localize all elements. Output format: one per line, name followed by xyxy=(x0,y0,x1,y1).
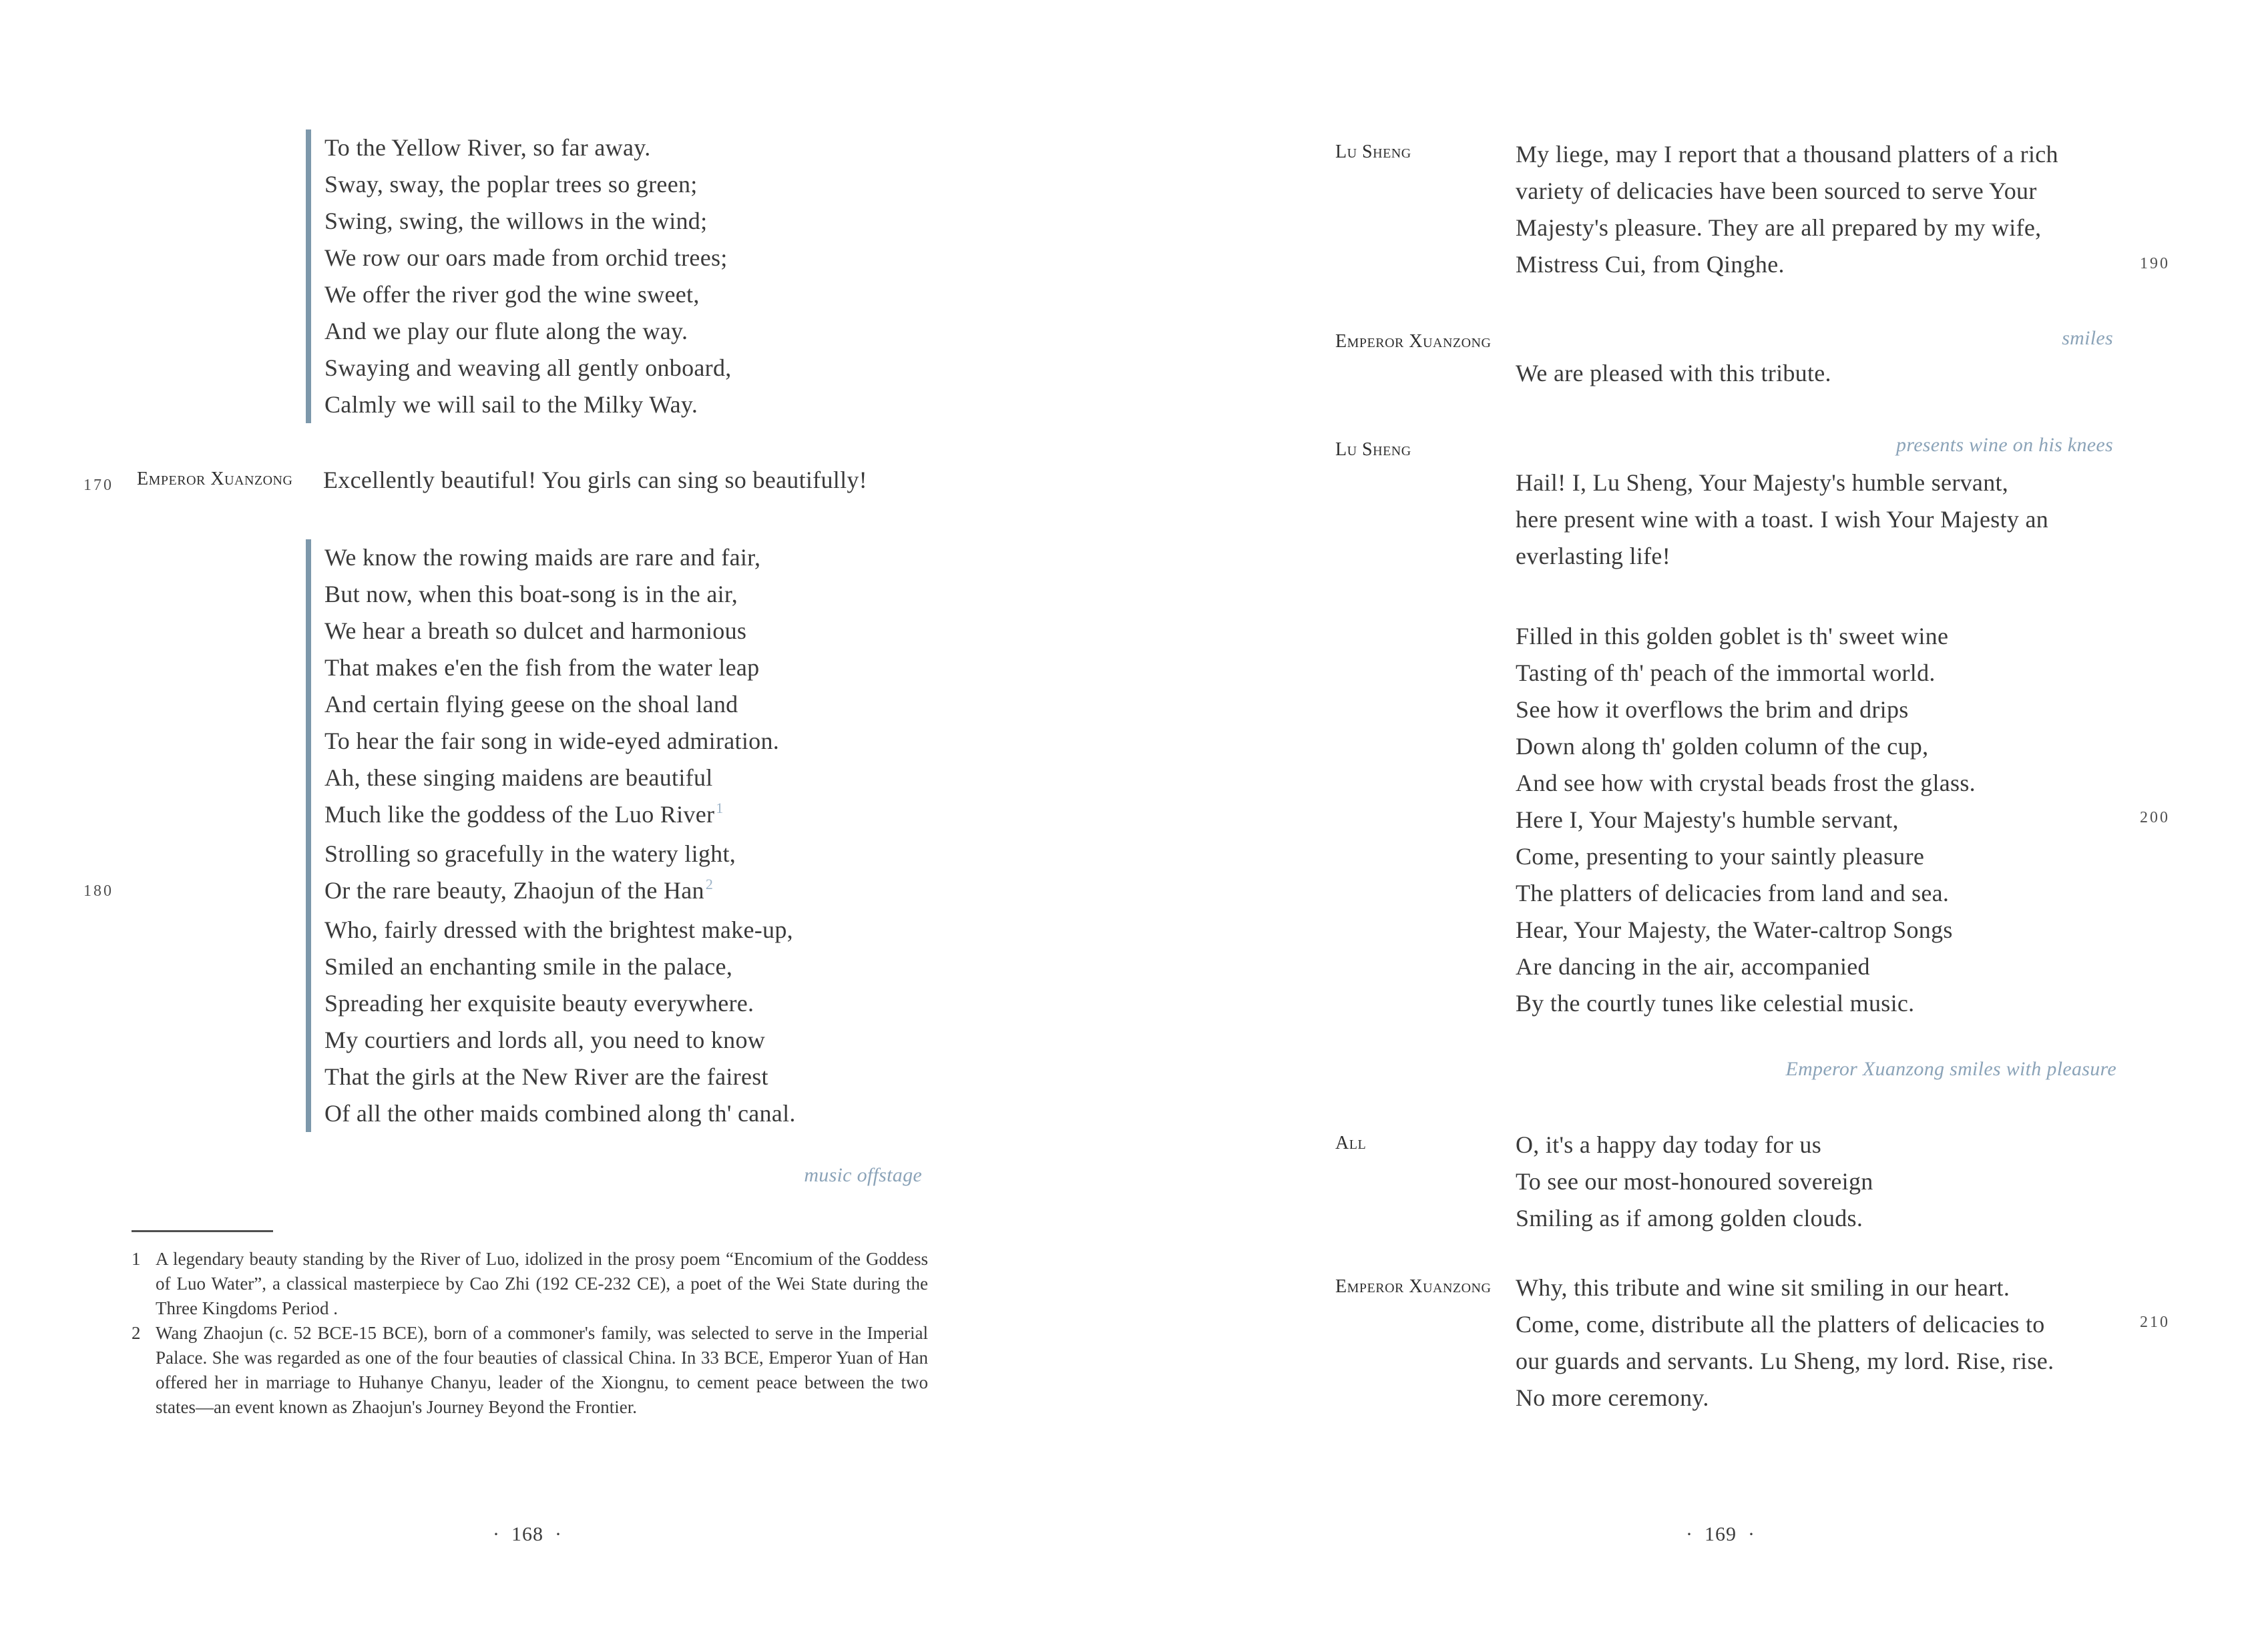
text-line: Sway, sway, the poplar trees so green; xyxy=(324,171,698,198)
text-line: Majesty's pleasure. They are all prepared by my wife, xyxy=(1516,214,2042,241)
speaker-label: Emperor Xuanzong xyxy=(1335,331,1492,352)
dialogue-block xyxy=(1516,1127,2116,1237)
text-line xyxy=(324,796,796,836)
text-line: Swaying and weaving all gently onboard, xyxy=(324,354,732,381)
text-line: Are dancing in the air, accompanied xyxy=(1516,953,1870,980)
text-line: our guards and servants. Lu Sheng, my lord. Rise, rise. xyxy=(1516,1348,2054,1374)
margin-line-number: 180 xyxy=(83,882,114,900)
stage-direction: presents wine on his knees xyxy=(1896,434,2113,456)
footnote xyxy=(132,1321,928,1420)
text-line: Of all the other maids combined along th' canal. xyxy=(324,1100,796,1127)
text-line: Come, come, distribute all the platters of delicacies to xyxy=(1516,1311,2045,1338)
text-line: To hear the fair song in wide-eyed admiration. xyxy=(324,728,780,754)
footnote-number: 2 xyxy=(132,1323,141,1343)
margin-line-number: 200 xyxy=(2140,809,2170,826)
speaker-label: Emperor Xuanzong xyxy=(1335,1276,1492,1297)
margin-line-number: 190 xyxy=(2140,255,2170,272)
text-line: We hear a breath so dulcet and harmonious xyxy=(324,617,747,644)
dialogue-line: Excellently beautiful! You girls can sing so beautifully! xyxy=(323,467,867,493)
text-line: We offer the river god the wine sweet, xyxy=(324,281,700,308)
page-number: · 169 · xyxy=(1686,1523,1755,1545)
text-line: To see our most-honoured sovereign xyxy=(1516,1168,1873,1195)
text-line: That makes e'en the fish from the water leap xyxy=(324,654,760,681)
footnotes-block xyxy=(132,1247,928,1420)
text-line: That the girls at the New River are the fairest xyxy=(324,1063,768,1090)
speaker-label: Lu Sheng xyxy=(1335,439,1411,460)
text-line: But now, when this boat-song is in the air, xyxy=(324,581,738,607)
text-line: Smiled an enchanting smile in the palace, xyxy=(324,953,733,980)
text-line: Calmly we will sail to the Milky Way. xyxy=(324,391,698,418)
text-line: variety of delicacies have been sourced to serve Your xyxy=(1516,178,2037,204)
text-line: Down along th' golden column of the cup, xyxy=(1516,733,1929,760)
text-line: My liege, may I report that a thousand platters of a rich xyxy=(1516,141,2058,168)
text-line: No more ceremony. xyxy=(1516,1384,1709,1411)
text-line: Mistress Cui, from Qinghe. xyxy=(1516,251,1785,278)
text-line: And certain flying geese on the shoal land xyxy=(324,691,738,718)
footnote-divider xyxy=(132,1230,273,1232)
text-line: Spreading her exquisite beauty everywhere. xyxy=(324,990,754,1017)
margin-line-number: 210 xyxy=(2140,1314,2170,1331)
page-number: · 168 · xyxy=(493,1523,562,1545)
margin-line-number: 170 xyxy=(83,477,114,494)
text-line: By the courtly tunes like celestial music. xyxy=(1516,990,1915,1017)
dialogue-block xyxy=(1516,618,2116,1022)
text-line: everlasting life! xyxy=(1516,543,1670,569)
footnote xyxy=(132,1247,928,1321)
text-line: Why, this tribute and wine sit smiling in our heart. xyxy=(1516,1274,2010,1301)
text-line: We know the rowing maids are rare and fair, xyxy=(324,544,761,571)
text-line: The platters of delicacies from land and sea. xyxy=(1516,880,1950,906)
text-line: O, it's a happy day today for us xyxy=(1516,1131,1821,1158)
text-line: See how it overflows the brim and drips xyxy=(1516,696,1909,723)
text-line xyxy=(324,872,796,912)
text-line: My courtiers and lords all, you need to know xyxy=(324,1027,766,1053)
text-line: And we play our flute along the way. xyxy=(324,318,688,344)
stage-direction: smiles xyxy=(2062,327,2113,349)
song-verse-block xyxy=(306,539,796,1132)
text-line: Smiling as if among golden clouds. xyxy=(1516,1205,1863,1231)
text-line: And see how with crystal beads frost the glass. xyxy=(1516,770,1976,796)
text-line: Strolling so gracefully in the watery light, xyxy=(324,840,736,867)
speaker-label: All xyxy=(1335,1133,1367,1153)
text-line: Who, fairly dressed with the brightest make-up, xyxy=(324,916,793,943)
speaker-label: Emperor Xuanzong xyxy=(137,469,293,489)
text-line: Ah, these singing maidens are beautiful xyxy=(324,764,713,791)
footnote-ref: 1 xyxy=(716,800,724,816)
text-line: Hear, Your Majesty, the Water-caltrop Songs xyxy=(1516,916,1953,943)
footnote-ref: 2 xyxy=(705,876,714,892)
text-line: Swing, swing, the willows in the wind; xyxy=(324,208,708,234)
text-line: Here I, Your Majesty's humble servant, xyxy=(1516,806,1899,833)
dialogue-block xyxy=(1516,136,2116,283)
text-line: Filled in this golden goblet is th' sweet wine xyxy=(1516,623,1949,649)
footnote-text: A legendary beauty standing by the River of Luo, idolized in the prosy poem “Encomium of the Goddess of Luo Water”, a classical masterpiece by Cao Zhi (192 CE-232 CE), a poet of the Wei State during the Three Kingdoms Period . xyxy=(156,1249,928,1318)
text-line: To the Yellow River, so far away. xyxy=(324,134,651,161)
text-line: Tasting of th' peach of the immortal world. xyxy=(1516,659,1936,686)
text-line: Come, presenting to your saintly pleasure xyxy=(1516,843,1925,870)
text-line: We are pleased with this tribute. xyxy=(1516,360,1831,386)
speaker-label: Lu Sheng xyxy=(1335,142,1411,162)
dialogue-block xyxy=(1516,1270,2116,1416)
dialogue-block xyxy=(1516,355,2116,392)
text-line-fragment: Much like the goddess of the Luo River xyxy=(324,801,715,828)
text-line-fragment: Or the rare beauty, Zhaojun of the Han xyxy=(324,877,704,904)
footnote-text: Wang Zhaojun (c. 52 BCE-15 BCE), born of a commoner's family, was selected to serve in the Imperial Palace. She was regarded as one of the four beauties of classical China. In 33 BCE, Emperor Yuan of Han offered her in marriage to Huhanye Chanyu, leader of the Xiongnu, to cement peace between the two states—an event known as Zhaojun's Journey Beyond the Frontier. xyxy=(156,1323,928,1417)
text-line: Hail! I, Lu Sheng, Your Majesty's humble servant, xyxy=(1516,469,2009,496)
song-verse-block xyxy=(306,129,732,423)
footnote-number: 1 xyxy=(132,1249,141,1269)
stage-direction: music offstage xyxy=(804,1164,922,1186)
text-line: here present wine with a toast. I wish Your Majesty an xyxy=(1516,506,2049,533)
stage-direction: Emperor Xuanzong smiles with pleasure xyxy=(1785,1058,2116,1080)
text-line: We row our oars made from orchid trees; xyxy=(324,244,728,271)
dialogue-block xyxy=(1516,465,2116,575)
